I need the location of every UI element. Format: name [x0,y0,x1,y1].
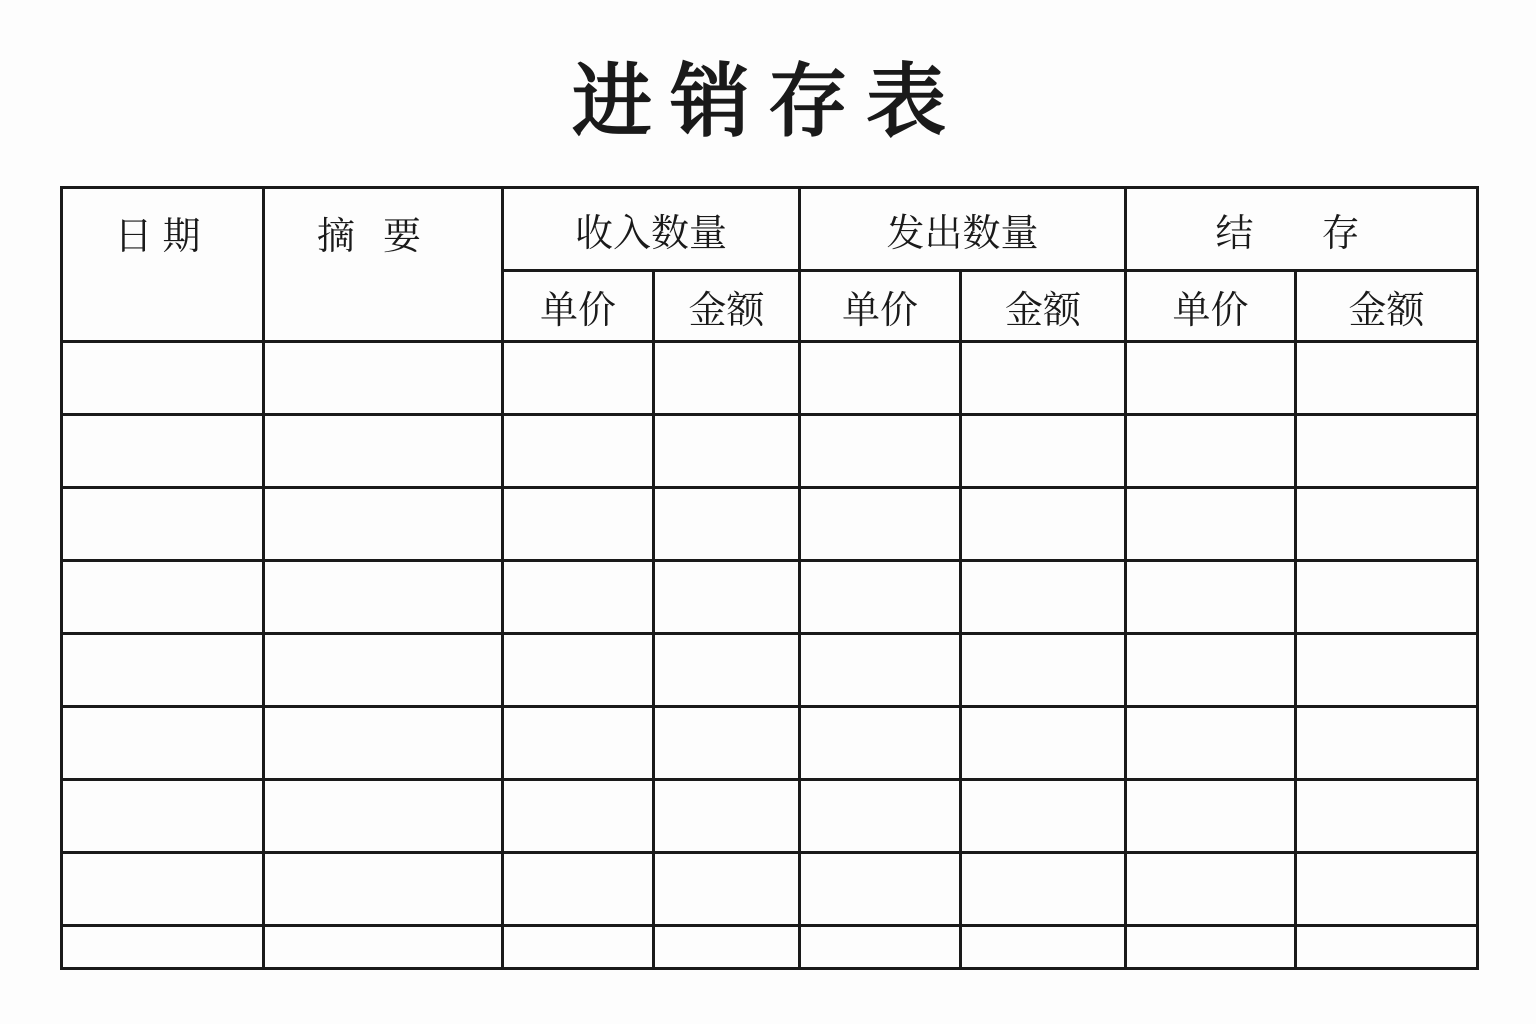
table-cell[interactable] [1296,342,1478,415]
table-cell[interactable] [62,853,264,926]
table-cell[interactable] [264,707,503,780]
table-cell[interactable] [800,342,961,415]
table-cell[interactable] [264,634,503,707]
table-cell[interactable] [654,780,800,853]
header-balance-amount: 金额 [1296,271,1478,342]
table-cell[interactable] [1126,926,1296,969]
header-income-amount: 金额 [654,271,800,342]
table-cell[interactable] [62,561,264,634]
table-cell[interactable] [800,634,961,707]
header-group-income: 收入数量 [503,188,800,271]
table-cell[interactable] [1126,853,1296,926]
table-row [62,488,1478,561]
table-cell[interactable] [1296,634,1478,707]
table-cell[interactable] [800,707,961,780]
table-cell[interactable] [264,561,503,634]
header-group-balance: 结 存 [1126,188,1478,271]
table-cell[interactable] [503,707,654,780]
table-cell[interactable] [654,561,800,634]
table-row [62,342,1478,415]
table-cell[interactable] [800,415,961,488]
header-income-unit-price: 单价 [503,271,654,342]
table-cell[interactable] [654,634,800,707]
table-cell[interactable] [264,342,503,415]
table-row [62,415,1478,488]
table-cell[interactable] [62,707,264,780]
header-date: 日期 [62,188,264,342]
table-cell[interactable] [503,634,654,707]
table-cell[interactable] [1126,488,1296,561]
table-cell[interactable] [62,926,264,969]
table-cell[interactable] [800,780,961,853]
table-cell[interactable] [1126,780,1296,853]
table-cell[interactable] [654,415,800,488]
table-cell[interactable] [800,488,961,561]
table-row [62,853,1478,926]
table-cell[interactable] [264,853,503,926]
table-cell[interactable] [961,780,1126,853]
table-body [62,342,1478,969]
table-cell[interactable] [961,634,1126,707]
table-cell[interactable] [503,415,654,488]
table-cell[interactable] [62,634,264,707]
table-cell[interactable] [503,561,654,634]
table-cell[interactable] [1296,561,1478,634]
page-title: 进销存表 [572,55,964,148]
header-summary: 摘要 [264,188,503,342]
table-cell[interactable] [800,561,961,634]
table-cell[interactable] [654,926,800,969]
table-row [62,707,1478,780]
table-cell[interactable] [264,488,503,561]
table-cell[interactable] [961,707,1126,780]
table-cell[interactable] [654,853,800,926]
table-cell[interactable] [654,488,800,561]
table-cell[interactable] [1296,853,1478,926]
table-cell[interactable] [1296,488,1478,561]
table-cell[interactable] [1126,415,1296,488]
table-cell[interactable] [961,561,1126,634]
table-cell[interactable] [503,488,654,561]
table-cell[interactable] [961,926,1126,969]
header-balance-unit-price: 单价 [1126,271,1296,342]
table-row [62,926,1478,969]
inventory-table [60,186,1479,970]
table-cell[interactable] [62,780,264,853]
table-cell[interactable] [1126,561,1296,634]
header-outgoing-amount: 金额 [961,271,1126,342]
table-row [62,561,1478,634]
table-cell[interactable] [654,707,800,780]
table-cell[interactable] [62,488,264,561]
table-cell[interactable] [800,926,961,969]
table-cell[interactable] [654,342,800,415]
table-cell[interactable] [62,415,264,488]
table-cell[interactable] [503,780,654,853]
table-cell[interactable] [503,853,654,926]
table-cell[interactable] [961,853,1126,926]
table-cell[interactable] [961,342,1126,415]
table-cell[interactable] [264,780,503,853]
table-cell[interactable] [1126,634,1296,707]
table-cell[interactable] [503,926,654,969]
table-cell[interactable] [1296,926,1478,969]
header-outgoing-unit-price: 单价 [800,271,961,342]
table-cell[interactable] [62,342,264,415]
table-cell[interactable] [1296,707,1478,780]
table-cell[interactable] [1126,342,1296,415]
header-group-outgoing: 发出数量 [800,188,1126,271]
table-cell[interactable] [961,415,1126,488]
table-cell[interactable] [800,853,961,926]
table-cell[interactable] [264,415,503,488]
table-cell[interactable] [1296,780,1478,853]
table-cell[interactable] [264,926,503,969]
table-cell[interactable] [1296,415,1478,488]
table-cell[interactable] [503,342,654,415]
table-row [62,780,1478,853]
table-cell[interactable] [961,488,1126,561]
table-row [62,634,1478,707]
table-cell[interactable] [1126,707,1296,780]
